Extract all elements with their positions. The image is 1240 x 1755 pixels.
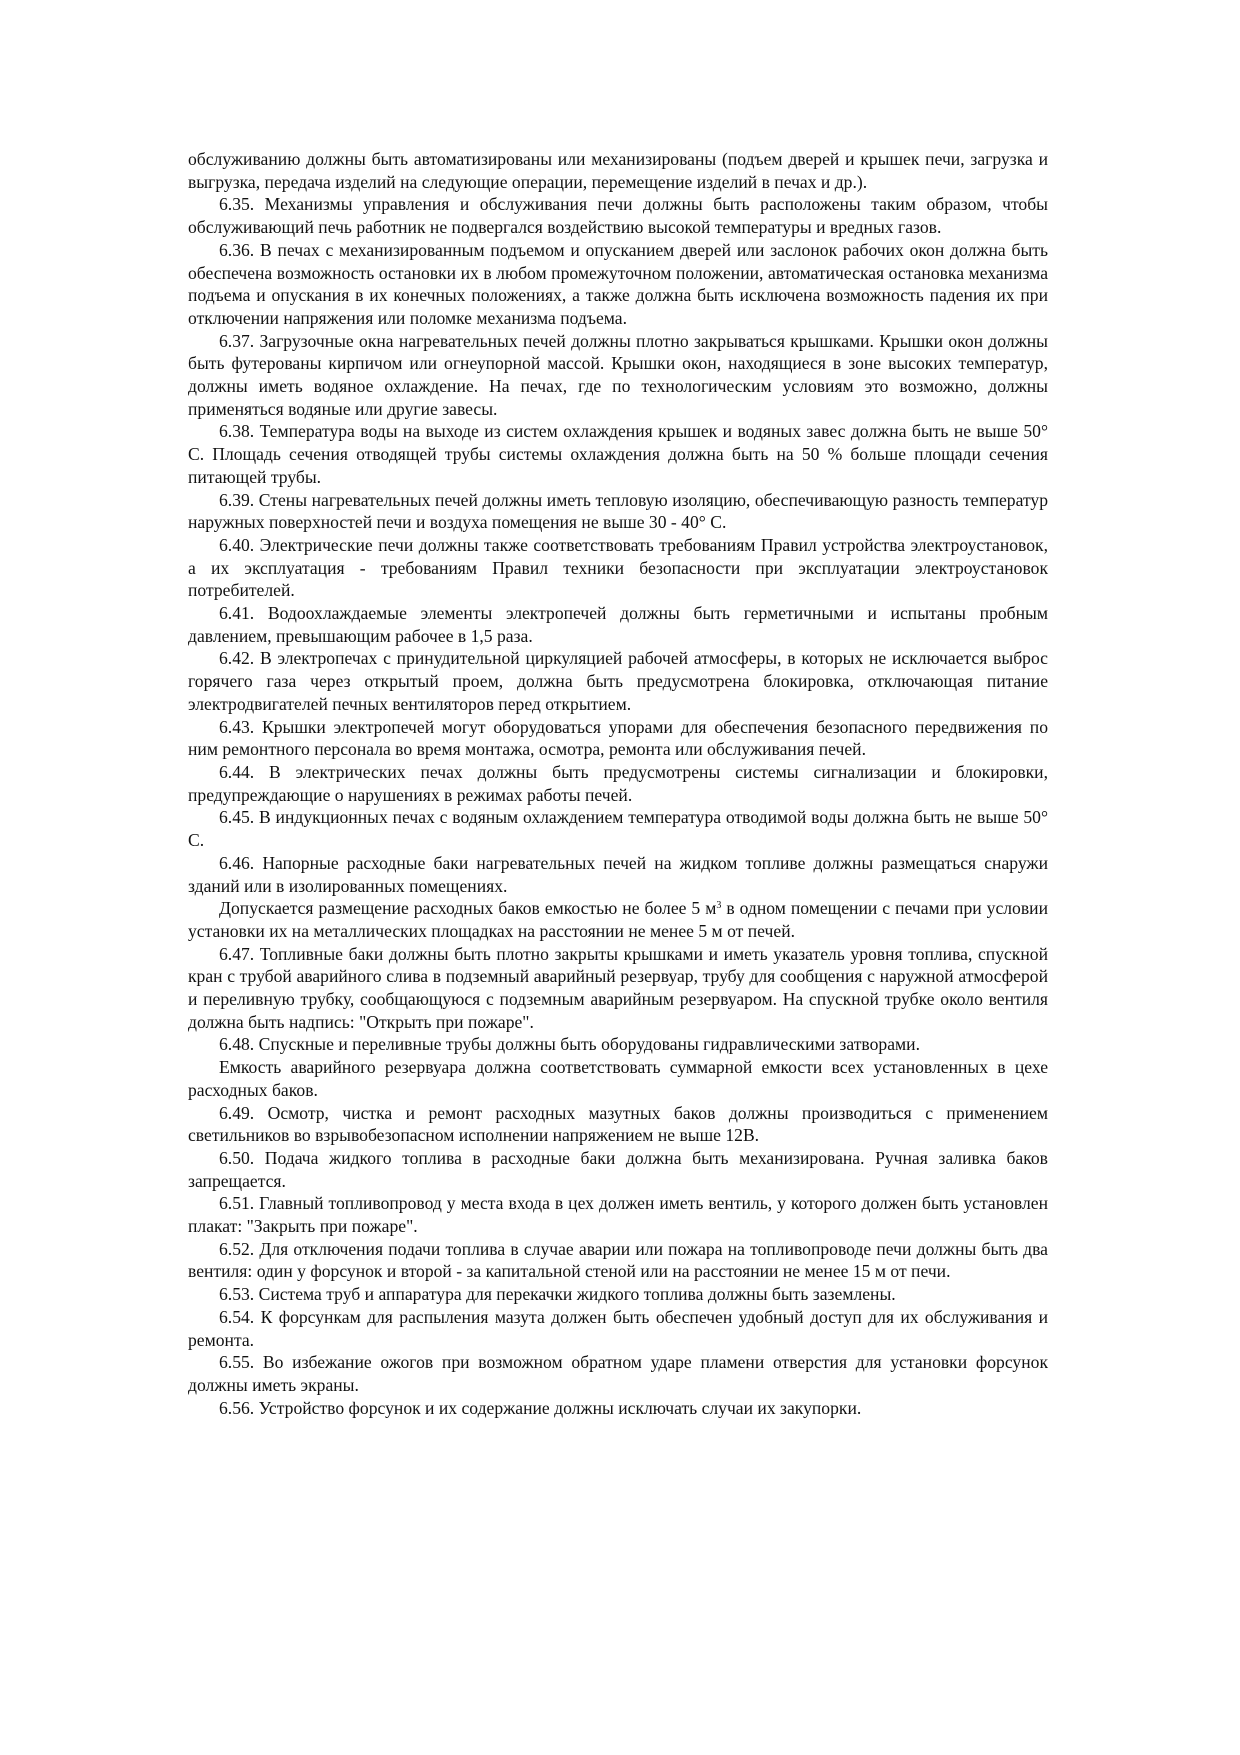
paragraph-6-51: 6.51. Главный топливопровод у места входа в цех должен иметь вентиль, у которого должен быть установлен плакат: "Закрыть при пожаре". xyxy=(188,1193,1048,1237)
paragraph-6-45: 6.45. В индукционных печах с водяным охлаждением температура отводимой воды должна быть не выше 50° С. xyxy=(188,807,1048,851)
paragraph-6-43: 6.43. Крышки электропечей могут оборудоваться упорами для обеспечения безопасного передвижения по ним ремонтного персонала во время монтажа, осмотра, ремонта или обслуживания печей. xyxy=(188,716,1048,760)
paragraph-6-37: 6.37. Загрузочные окна нагревательных печей должны плотно закрываться крышками. Крышки окон должны быть футерованы кирпичом или огнеупорной массой. Крышки окон, находящиеся в зоне высоких температур, должны иметь водяное охлаждение. На печах, где по технологическим условиям это возможно, должны применяться водяные или другие завесы. xyxy=(188,330,1048,419)
paragraph-6-47: 6.47. Топливные баки должны быть плотно закрыты крышками и иметь указатель уровня топлива, спускной кран с трубой аварийного слива в подземный аварийный резервуар, трубу для сообщения с наружной атмосферой и переливную трубку, сообщающуюся с подземным аварийным резервуаром. На спускной трубке около вентиля должна быть надпись: "Открыть при пожаре". xyxy=(188,943,1048,1032)
paragraph-6-46-tanks-text-before: Допускается размещение расходных баков емкостью не более 5 м xyxy=(219,898,717,919)
document-page xyxy=(188,148,1048,1419)
paragraph-6-48-reservoir: Емкость аварийного резервуара должна соответствовать суммарной емкости всех установленных в цехе расходных баков. xyxy=(188,1057,1048,1100)
paragraph-6-35: 6.35. Механизмы управления и обслуживания печи должны быть расположены таким образом, чтобы обслуживающий печь работник не подвергался воздействию высокой температуры и вредных газов. xyxy=(188,194,1048,238)
paragraph-6-53: 6.53. Система труб и аппаратура для перекачки жидкого топлива должны быть заземлены. xyxy=(219,1284,896,1305)
paragraph-6-49: 6.49. Осмотр, чистка и ремонт расходных мазутных баков должны производиться с применением светильников во взрывобезопасном исполнении напряжением не выше 12В. xyxy=(188,1102,1048,1146)
paragraph-6-46-tanks xyxy=(188,897,1048,942)
paragraph-6-39: 6.39. Стены нагревательных печей должны иметь тепловую изоляцию, обеспечивающую разность температур наружных поверхностей печи и воздуха помещения не выше 30 - 40° С. xyxy=(188,489,1048,533)
paragraph-6-56: 6.56. Устройство форсунок и их содержание должны исключать случаи их закупорки. xyxy=(219,1397,862,1418)
paragraph-6-50: 6.50. Подача жидкого топлива в расходные баки должна быть механизирована. Ручная заливка баков запрещается. xyxy=(188,1147,1048,1191)
paragraph-6-41: 6.41. Водоохлаждаемые элементы электропечей должны быть герметичными и испытаны пробным давлением, превышающим рабочее в 1,5 раза. xyxy=(188,603,1048,646)
paragraph-6-55: 6.55. Во избежание ожогов при возможном обратном ударе пламени отверстия для установки форсунок должны иметь экраны. xyxy=(188,1352,1048,1395)
paragraph-6-48: 6.48. Спускные и переливные трубы должны быть оборудованы гидравлическими затворами. xyxy=(219,1034,920,1055)
paragraph-6-54: 6.54. К форсункам для распыления мазута должен быть обеспечен удобный доступ для их обслуживания и ремонта. xyxy=(188,1306,1048,1350)
superscript-cubic: 3 xyxy=(716,900,722,912)
paragraph-6-46-tanks-text-after: в одном помещении с печами при условии установки их на металлических площадках на расстоянии не менее 5 м от печей. xyxy=(188,898,1048,941)
paragraph-continuation: обслуживанию должны быть автоматизированы или механизированы (подъем дверей и крышек печи, загрузка и выгрузка, передача изделий на следующие операции, перемещение изделий в печах и др.). xyxy=(188,149,1048,192)
paragraph-6-42: 6.42. В электропечах с принудительной циркуляцией рабочей атмосферы, в которых не исключается выброс горячего газа через открытый проем, должна быть предусмотрена блокировка, отключающая питание электродвигателей печных вентиляторов перед открытием. xyxy=(188,648,1048,714)
paragraph-6-44: 6.44. В электрических печах должны быть предусмотрены системы сигнализации и блокировки, предупреждающие о нарушениях в режимах работы печей. xyxy=(188,761,1048,805)
paragraph-6-40: 6.40. Электрические печи должны также соответствовать требованиям Правил устройства электроустановок, а их эксплуатация - требованиям Правил техники безопасности при эксплуатации электроустановок потребителей. xyxy=(188,534,1048,601)
paragraph-6-46: 6.46. Напорные расходные баки нагревательных печей на жидком топливе должны размещаться снаружи зданий или в изолированных помещениях. xyxy=(188,852,1048,896)
paragraph-6-52: 6.52. Для отключения подачи топлива в случае аварии или пожара на топливопроводе печи должны быть два вентиля: один у форсунок и второй - за капитальной стеной или на расстоянии не менее 15 м от печи. xyxy=(188,1238,1048,1282)
paragraph-6-38: 6.38. Температура воды на выходе из систем охлаждения крышек и водяных завес должна быть не выше 50° С. Площадь сечения отводящей трубы системы охлаждения должна быть на 50 % больше площади сечения питающей трубы. xyxy=(188,421,1048,487)
paragraph-6-36: 6.36. В печах с механизированным подъемом и опусканием дверей или заслонок рабочих окон должна быть обеспечена возможность остановки их в любом промежуточном положении, автоматическая остановка механизма подъема и опускания в их конечных положениях, а также должна быть исключена возможность падения их при отключении напряжения или поломке механизма подъема. xyxy=(188,239,1048,328)
